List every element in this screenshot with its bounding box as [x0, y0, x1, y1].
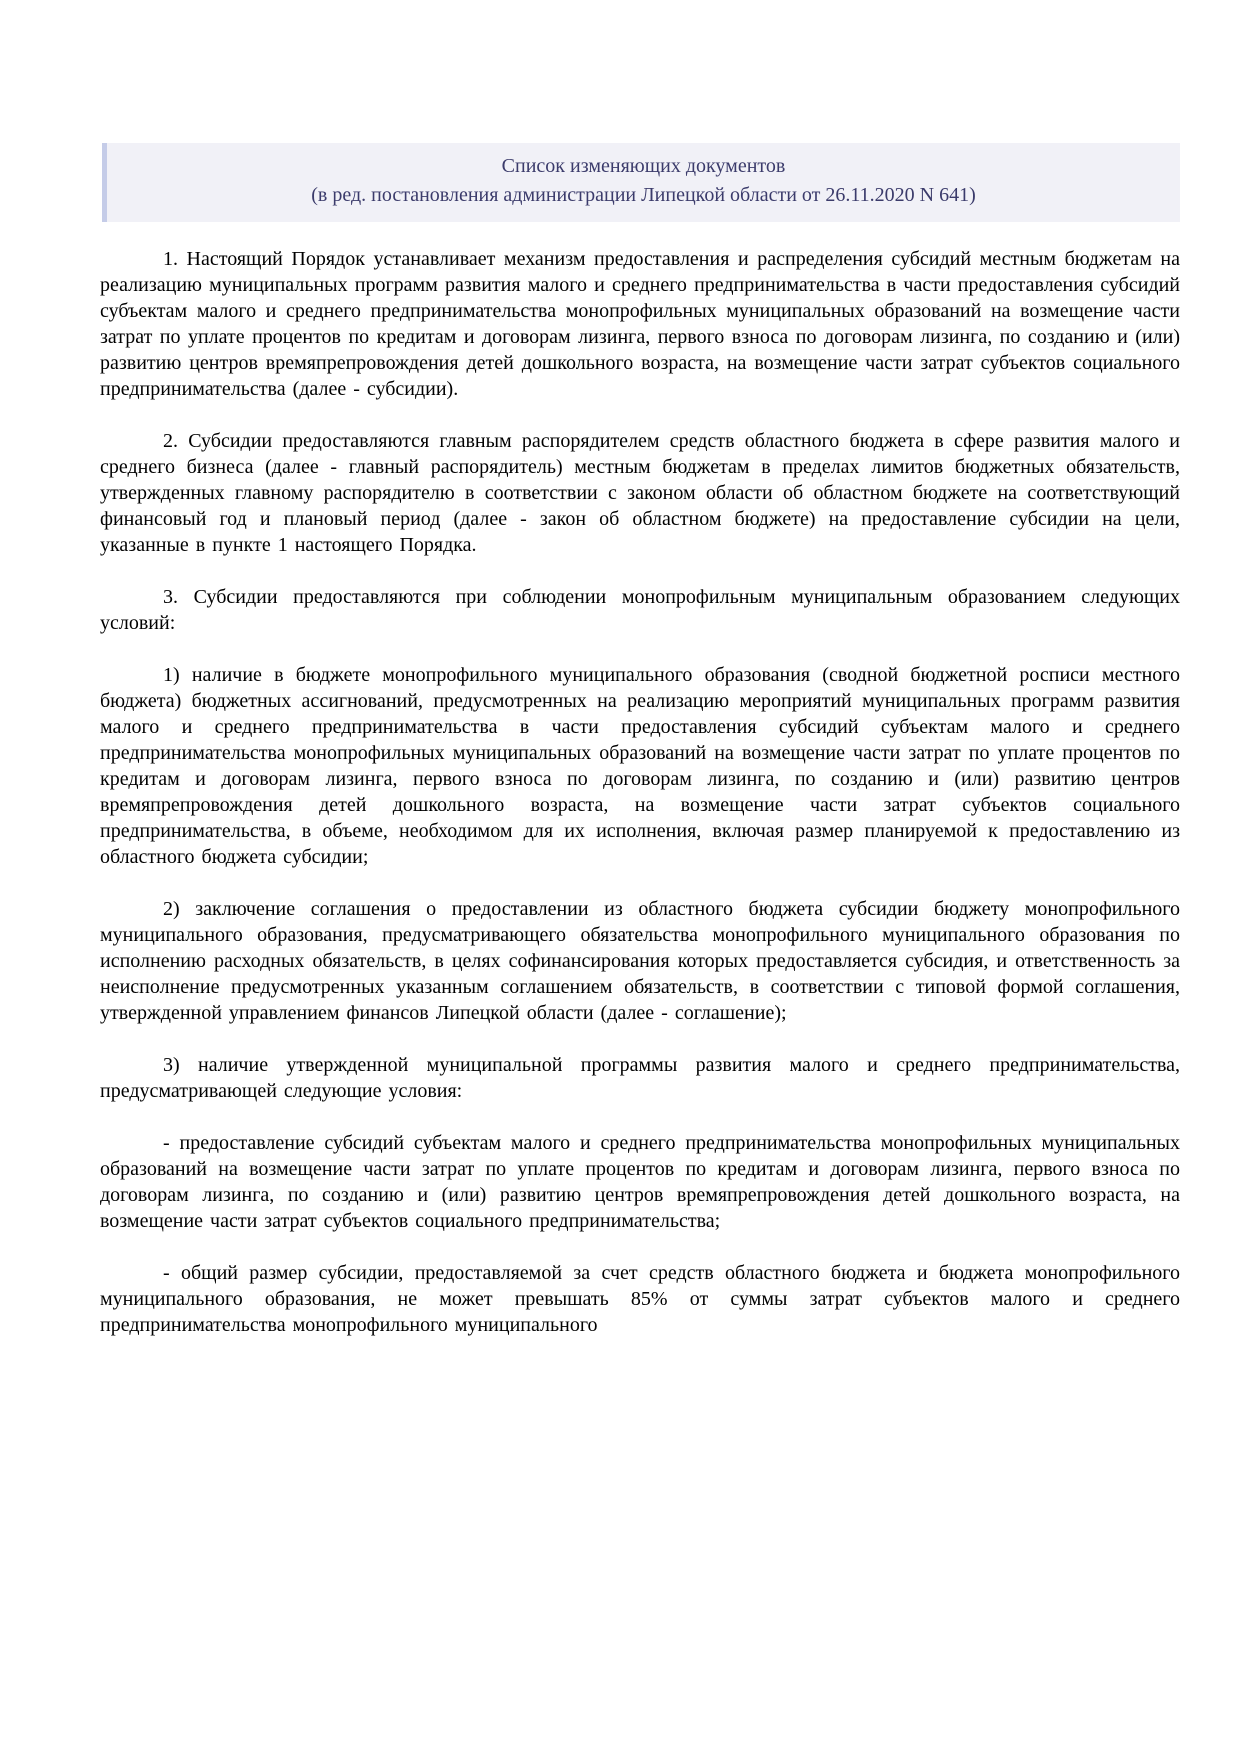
amendments-note-title: Список изменяющих документов: [501, 155, 786, 177]
document-body: [100, 246, 1180, 1338]
subclause-2-agreement: 2) заключение соглашения о предоставлении из областного бюджета субсидии бюджету монопрофильного муниципального образования, предусматривающего обязательства монопрофильного муниципального образования по исполнению расходных обязательств, в целях софинансирования которых предоставляется субсидия, и ответственность за неисполнение предусмотренных указанным соглашением обязательств, в соответствии с типовой формой соглашения, утвержденной управлением финансов Липецкой области (далее - соглашение);: [100, 898, 1180, 1024]
amendments-note-box: [102, 143, 1180, 222]
subclause-1-budget-allocations: 1) наличие в бюджете монопрофильного муниципального образования (сводной бюджетной росписи местного бюджета) бюджетных ассигнований, предусмотренных на реализацию мероприятий муниципальных программ развития малого и среднего предпринимательства в части предоставления субсидий субъектам малого и среднего предпринимательства монопрофильных муниципальных образований на возмещение части затрат по уплате процентов по кредитам и договорам лизинга, первого взноса по договорам лизинга, по созданию и (или) развитию центров времяпрепровождения детей дошкольного возраста, на возмещение части затрат субъектов социального предпринимательства, в объеме, необходимом для их исполнения, включая размер планируемой к предоставлению из областного бюджета субсидии;: [100, 664, 1180, 868]
subclause-3-municipal-program: 3) наличие утвержденной муниципальной программы развития малого и среднего предпринимательства, предусматривающей следующие условия:: [100, 1054, 1180, 1102]
bullet-subsidy-provision: - предоставление субсидий субъектам малого и среднего предпринимательства монопрофильных муниципальных образований на возмещение части затрат по уплате процентов по кредитам и договорам лизинга, первого взноса по договорам лизинга, по созданию и (или) развитию центров времяпрепровождения детей дошкольного возраста, на возмещение части затрат субъектов социального предпринимательства;: [100, 1132, 1180, 1232]
clause-1: 1. Настоящий Порядок устанавливает механизм предоставления и распределения субсидий местным бюджетам на реализацию муниципальных программ развития малого и среднего предпринимательства в части предоставления субсидий субъектам малого и среднего предпринимательства монопрофильных муниципальных образований на возмещение части затрат по уплате процентов по кредитам и договорам лизинга, первого взноса по договорам лизинга, по созданию и (или) развитию центров времяпрепровождения детей дошкольного возраста, на возмещение части затрат субъектов социального предпринимательства (далее - субсидии).: [100, 248, 1180, 400]
amendments-note-revision: (в ред. постановления администрации Липецкой области от 26.11.2020 N 641): [311, 184, 976, 206]
bullet-subsidy-size-limit: - общий размер субсидии, предоставляемой за счет средств областного бюджета и бюджета монопрофильного муниципального образования, не может превышать 85% от суммы затрат субъектов малого и среднего предпринимательства монопрофильного муниципального: [100, 1262, 1180, 1336]
clause-2: 2. Субсидии предоставляются главным распорядителем средств областного бюджета в сфере развития малого и среднего бизнеса (далее - главный распорядитель) местным бюджетам в пределах лимитов бюджетных обязательств, утвержденных главному распорядителю в соответствии с законом области об областном бюджете на соответствующий финансовый год и плановый период (далее - закон об областном бюджете) на предоставление субсидии на цели, указанные в пункте 1 настоящего Порядка.: [100, 430, 1180, 556]
clause-3: 3. Субсидии предоставляются при соблюдении монопрофильным муниципальным образованием следующих условий:: [100, 586, 1180, 634]
